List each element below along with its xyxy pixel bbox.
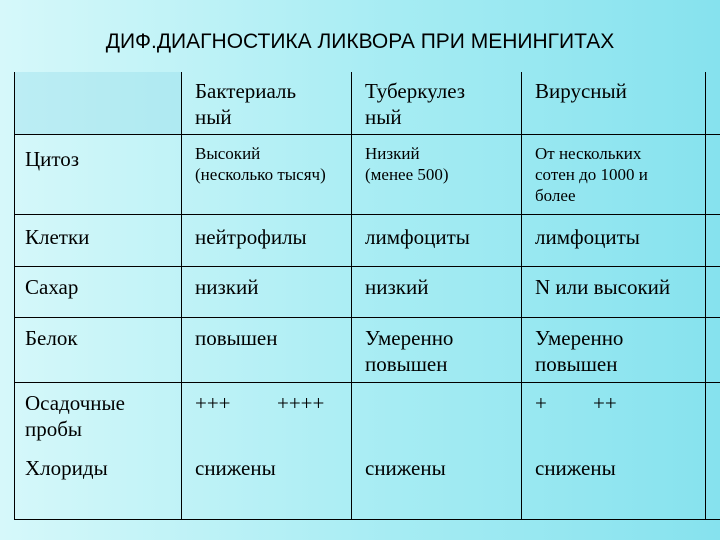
header-tuberculous: Туберкулез ный — [365, 79, 466, 129]
chlorides-viral: снижены — [535, 456, 616, 480]
row-label-chlorides: Хлориды — [25, 456, 108, 480]
diagnostics-table — [14, 72, 720, 520]
sediment-viral-a: + — [535, 391, 547, 415]
header-corner-shade — [15, 72, 181, 134]
row-label-sugar: Сахар — [25, 275, 79, 299]
sugar-viral: N или высокий — [535, 275, 671, 299]
protein-bacterial: повышен — [195, 326, 278, 350]
row-divider — [15, 317, 720, 318]
page-title: ДИФ.ДИАГНОСТИКА ЛИКВОРА ПРИ МЕНИНГИТАХ — [105, 30, 615, 53]
column-divider — [521, 72, 522, 519]
column-divider — [181, 72, 182, 519]
protein-tuberculous: Умеренно повышен — [365, 326, 454, 376]
sugar-tuberculous: низкий — [365, 275, 429, 299]
header-viral: Вирусный — [535, 79, 627, 103]
cells-viral: лимфоциты — [535, 225, 640, 249]
cells-tuberculous: лимфоциты — [365, 225, 470, 249]
sediment-bacterial-b: ++++ — [277, 391, 325, 415]
column-divider — [705, 72, 706, 519]
row-divider — [15, 214, 720, 215]
chlorides-bacterial: снижены — [195, 456, 276, 480]
cytosis-bacterial: Высокий (несколько тысяч) — [195, 144, 326, 184]
row-divider — [15, 134, 720, 135]
row-label-cytosis: Цитоз — [25, 147, 80, 171]
chlorides-tuberculous: снижены — [365, 456, 446, 480]
row-label-sediment: Осадочные пробы — [25, 391, 125, 441]
cytosis-tuberculous: Низкий (менее 500) — [365, 144, 449, 184]
cells-bacterial: нейтрофилы — [195, 225, 307, 249]
sugar-bacterial: низкий — [195, 275, 259, 299]
protein-viral: Умеренно повышен — [535, 326, 624, 376]
column-divider — [351, 72, 352, 519]
row-divider — [15, 266, 720, 267]
sediment-bacterial-a: +++ — [195, 391, 231, 415]
row-label-protein: Белок — [25, 326, 78, 350]
sediment-viral-b: ++ — [593, 391, 617, 415]
row-divider — [15, 382, 720, 383]
cytosis-viral: От нескольких сотен до 1000 и более — [535, 144, 648, 205]
row-label-cells: Клетки — [25, 225, 90, 249]
header-bacterial: Бактериаль ный — [195, 79, 297, 129]
